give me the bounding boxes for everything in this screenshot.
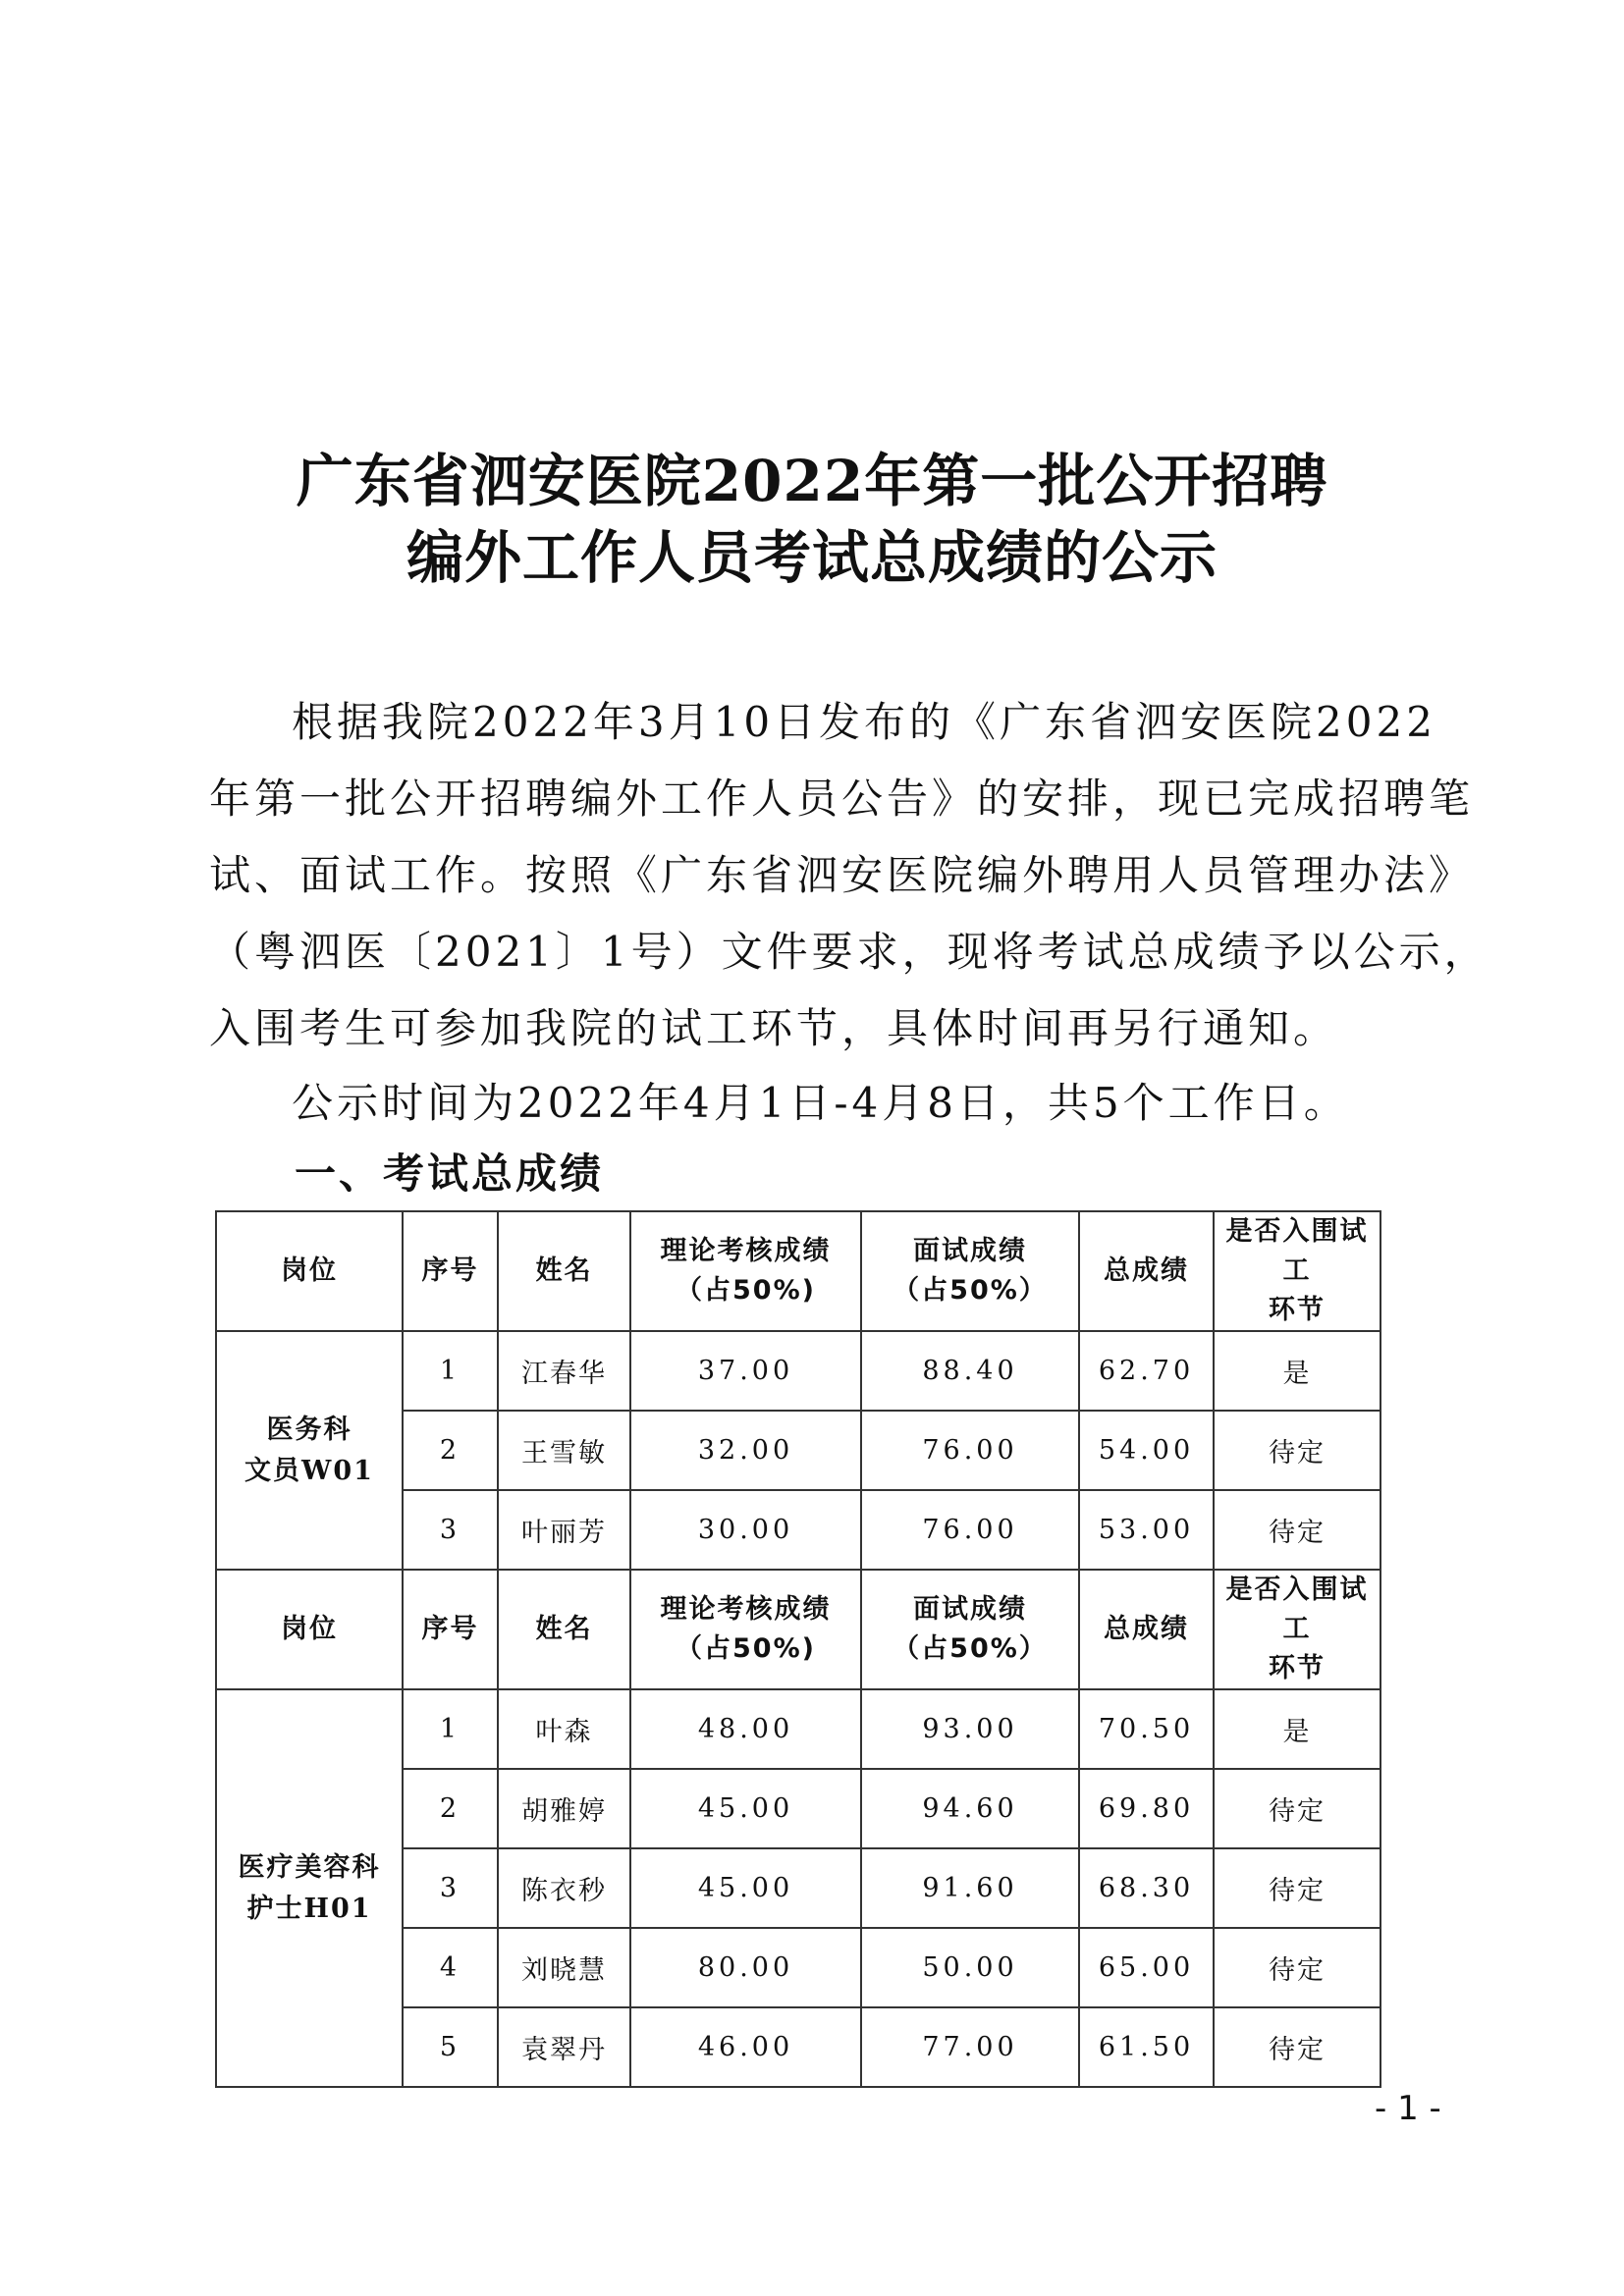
theory-cell: 30.00 (630, 1490, 861, 1570)
seq-cell: 1 (403, 1331, 498, 1411)
seq-cell: 3 (403, 1490, 498, 1570)
theory-cell: 46.00 (630, 2007, 861, 2087)
seq-cell: 3 (403, 1848, 498, 1928)
interview-cell: 76.00 (861, 1490, 1079, 1570)
interview-cell: 50.00 (861, 1928, 1079, 2007)
header-total: 总成绩 (1079, 1211, 1214, 1331)
interview-cell: 93.00 (861, 1689, 1079, 1769)
header-position: 岗位 (216, 1570, 403, 1689)
name-cell: 叶森 (498, 1689, 630, 1769)
scores-table (215, 1210, 1381, 2088)
name-cell: 王雪敏 (498, 1411, 630, 1490)
table-header-row (216, 1570, 1380, 1689)
total-cell: 61.50 (1079, 2007, 1214, 2087)
intro-line: 根据我院2022年3月10日发布的《广东省泗安医院2022 (292, 698, 1436, 746)
shortlisted-cell: 待定 (1214, 2007, 1380, 2087)
interview-cell: 94.60 (861, 1769, 1079, 1848)
intro-paragraph (209, 684, 1489, 1067)
name-cell: 胡雅婷 (498, 1769, 630, 1848)
header-theory: 理论考核成绩 （占50%) (630, 1570, 861, 1689)
shortlisted-cell: 待定 (1214, 1928, 1380, 2007)
header-interview: 面试成绩 （占50%） (861, 1570, 1079, 1689)
name-cell: 袁翠丹 (498, 2007, 630, 2087)
theory-cell: 32.00 (630, 1411, 861, 1490)
shortlisted-cell: 待定 (1214, 1490, 1380, 1570)
page-number: - 1 - (1375, 2089, 1441, 2128)
shortlisted-cell: 待定 (1214, 1848, 1380, 1928)
theory-cell: 48.00 (630, 1689, 861, 1769)
theory-cell: 80.00 (630, 1928, 861, 2007)
seq-cell: 4 (403, 1928, 498, 2007)
name-cell: 刘晓慧 (498, 1928, 630, 2007)
seq-cell: 2 (403, 1411, 498, 1490)
intro-line: 试、面试工作。按照《广东省泗安医院编外聘用人员管理办法》 (209, 851, 1475, 899)
theory-cell: 37.00 (630, 1331, 861, 1411)
header-name: 姓名 (498, 1570, 630, 1689)
header-total: 总成绩 (1079, 1570, 1214, 1689)
total-cell: 68.30 (1079, 1848, 1214, 1928)
intro-line: 年第一批公开招聘编外工作人员公告》的安排，现已完成招聘笔 (209, 774, 1475, 823)
theory-cell: 45.00 (630, 1848, 861, 1928)
header-name: 姓名 (498, 1211, 630, 1331)
seq-cell: 5 (403, 2007, 498, 2087)
seq-cell: 2 (403, 1769, 498, 1848)
header-shortlisted: 是否入围试工 环节 (1214, 1211, 1380, 1331)
interview-cell: 91.60 (861, 1848, 1079, 1928)
table-header-row (216, 1211, 1380, 1331)
document-title-line2: 编外工作人员考试总成绩的公示 (406, 524, 1218, 591)
total-cell: 53.00 (1079, 1490, 1214, 1570)
header-interview: 面试成绩 （占50%） (861, 1211, 1079, 1331)
position-cell: 医务科 文员W01 (216, 1331, 403, 1570)
section-heading: 一、考试总成绩 (295, 1149, 605, 1198)
header-shortlisted: 是否入围试工 环节 (1214, 1570, 1380, 1689)
notice-period-text: 公示时间为2022年4月1日-4月8日，共5个工作日。 (292, 1079, 1349, 1127)
theory-cell: 45.00 (630, 1769, 861, 1848)
total-cell: 54.00 (1079, 1411, 1214, 1490)
interview-cell: 76.00 (861, 1411, 1079, 1490)
table-row (216, 1331, 1380, 1411)
total-cell: 62.70 (1079, 1331, 1214, 1411)
header-theory: 理论考核成绩 （占50%) (630, 1211, 861, 1331)
total-cell: 69.80 (1079, 1769, 1214, 1848)
position-cell: 医疗美容科 护士H01 (216, 1689, 403, 2087)
intro-line: 入围考生可参加我院的试工环节，具体时间再另行通知。 (209, 1004, 1339, 1052)
seq-cell: 1 (403, 1689, 498, 1769)
header-position: 岗位 (216, 1211, 403, 1331)
shortlisted-cell: 是 (1214, 1689, 1380, 1769)
name-cell: 陈衣秒 (498, 1848, 630, 1928)
shortlisted-cell: 待定 (1214, 1411, 1380, 1490)
header-seq: 序号 (403, 1211, 498, 1331)
notice-period-paragraph (209, 1065, 1417, 1142)
name-cell: 江春华 (498, 1331, 630, 1411)
interview-cell: 88.40 (861, 1331, 1079, 1411)
shortlisted-cell: 是 (1214, 1331, 1380, 1411)
total-cell: 70.50 (1079, 1689, 1214, 1769)
table-row (216, 1689, 1380, 1769)
document-title-line1: 广东省泗安医院2022年第一批公开招聘 (296, 448, 1328, 514)
shortlisted-cell: 待定 (1214, 1769, 1380, 1848)
header-seq: 序号 (403, 1570, 498, 1689)
interview-cell: 77.00 (861, 2007, 1079, 2087)
name-cell: 叶丽芳 (498, 1490, 630, 1570)
intro-line: （粤泗医〔2021〕1号）文件要求，现将考试总成绩予以公示， (209, 928, 1489, 976)
total-cell: 65.00 (1079, 1928, 1214, 2007)
